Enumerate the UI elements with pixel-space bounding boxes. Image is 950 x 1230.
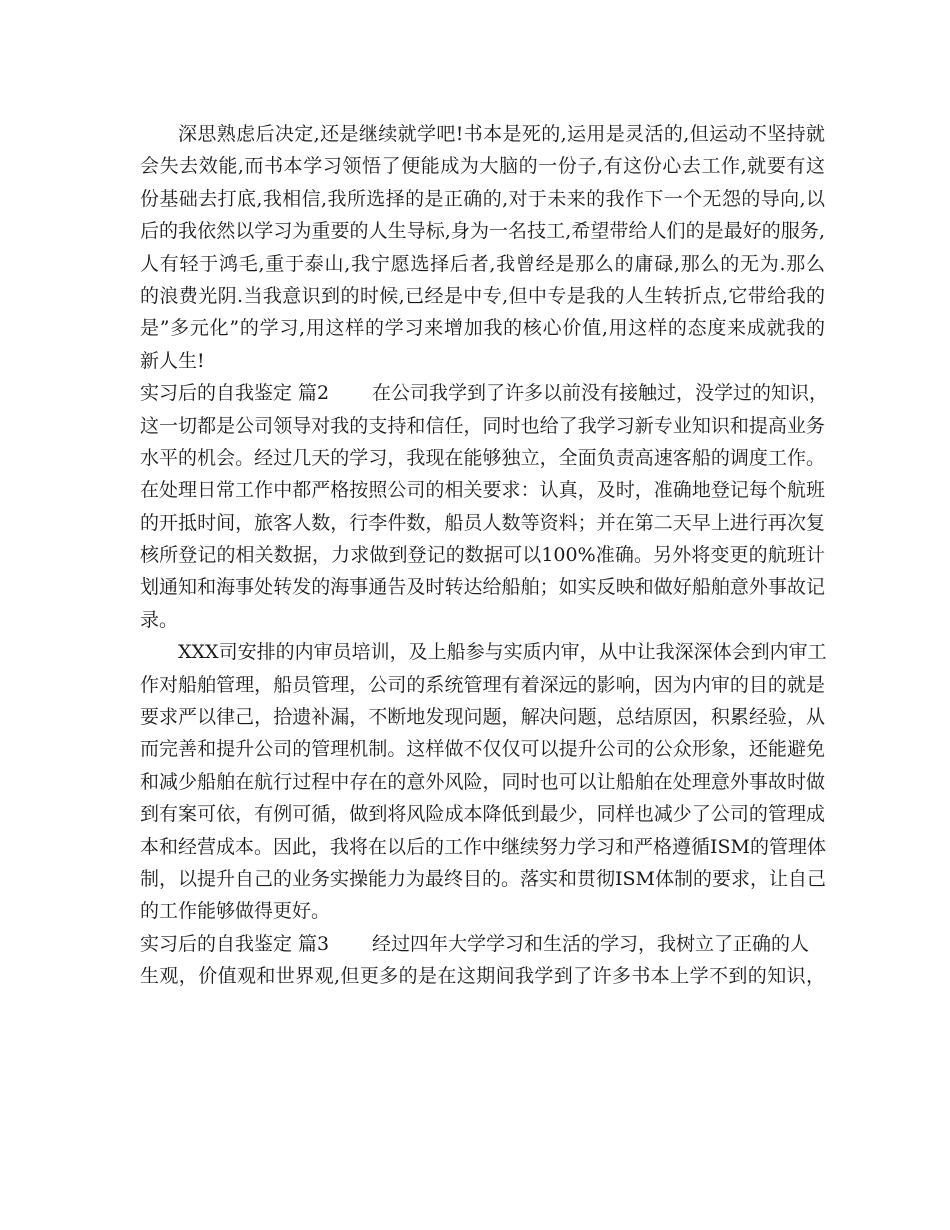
text-line: XXX司安排的内审员培训，及上船参与实质内审，从中让我深深体会到内审工 xyxy=(178,641,827,664)
text-line: 而完善和提升公司的管理机制。这样做不仅仅可以提升公司的公众形象，还能避免 xyxy=(140,738,825,761)
paragraph-3 xyxy=(140,636,825,928)
paragraph-2 xyxy=(140,377,829,636)
text-line: 生观，价值观和世界观,但更多的是在这期间我学到了许多书本上学不到的知识， xyxy=(140,965,825,988)
text-line: 核所登记的相关数据，力求做到登记的数据可以100%准确。另外将变更的航班计 xyxy=(140,544,825,567)
text-line: 本和经营成本。因此，我将在以后的工作中继续努力学习和严格遵循ISM的管理体 xyxy=(140,835,826,858)
text-line: 和减少船舶在航行过程中存在的意外风险，同时也可以让船舶在处理意外事故时做 xyxy=(140,770,825,793)
text-line: 这一切都是公司领导对我的支持和信任，同时也给了我学习新专业知识和提高业务 xyxy=(140,414,825,437)
text-line: 的开抵时间，旅客人数，行李件数，船员人数等资料；并在第二天早上进行再次复 xyxy=(140,511,825,534)
text-line: 的工作能够做得更好。 xyxy=(140,900,331,923)
text-line: 划通知和海事处转发的海事通告及时转达给船舶；如实反映和做好船舶意外事故记 xyxy=(140,576,825,599)
text-line: 深思熟虑后决定,还是继续就学吧!书本是死的,运用是灵活的,但运动不坚持就 xyxy=(178,123,825,145)
text-line: 人有轻于鸿毛,重于泰山,我宁愿选择后者,我曾经是那么的庸碌,那么的无为.那么 xyxy=(140,252,825,275)
text-line: 后的我依然以学习为重要的人生导标,身为一名技工,希望带给人们的是最好的服务, xyxy=(140,220,825,243)
text-line: 新人生! xyxy=(140,349,205,372)
text-line: 的浪费光阴.当我意识到的时候,已经是中专,但中专是我的人生转折点,它带给我的 xyxy=(140,284,825,307)
text-line: 到有案可依，有例可循，做到将风险成本降低到最少，同样也减少了公司的管理成 xyxy=(140,803,825,826)
text-line: 作对船舶管理，船员管理，公司的系统管理有着深远的影响，因为内审的目的就是 xyxy=(140,673,825,696)
text-line: 录。 xyxy=(140,608,179,631)
paragraph-1 xyxy=(140,118,825,377)
paragraph-4 xyxy=(140,928,825,993)
text-line: 份基础去打底,我相信,我所选择的是正确的,对于未来的我作下一个无怨的导向,以 xyxy=(140,187,825,210)
document-body xyxy=(140,118,829,993)
heading-line xyxy=(140,928,825,960)
text-line: 制，以提升自己的业务实操能力为最终目的。落实和贯彻ISM体制的要求，让自己 xyxy=(140,867,826,890)
text-line-start: 经过四年大学学习和生活的学习，我树立了正确的人 xyxy=(372,932,810,955)
heading-line xyxy=(140,377,829,409)
text-line: 水平的机会。经过几天的学习，我现在能够独立，全面负责高速客船的调度工作。 xyxy=(140,446,825,469)
section-heading: 实习后的自我鉴定 篇3 xyxy=(140,932,330,955)
text-line: 会失去效能,而书本学习领悟了便能成为大脑的一份子,有这份心去工作,就要有这 xyxy=(140,155,825,178)
text-line: 在处理日常工作中都严格按照公司的相关要求：认真，及时，准确地登记每个航班 xyxy=(140,479,825,502)
text-line: 要求严以律己，拾遗补漏，不断地发现问题，解决问题，总结原因，积累经验，从 xyxy=(140,706,825,729)
text-line: 是”多元化”的学习,用这样的学习来增加我的核心价值,用这样的态度来成就我的 xyxy=(140,317,825,340)
text-line-start: 在公司我学到了许多以前没有接触过，没学过的知识， xyxy=(372,382,829,405)
section-heading: 实习后的自我鉴定 篇2 xyxy=(140,382,330,405)
